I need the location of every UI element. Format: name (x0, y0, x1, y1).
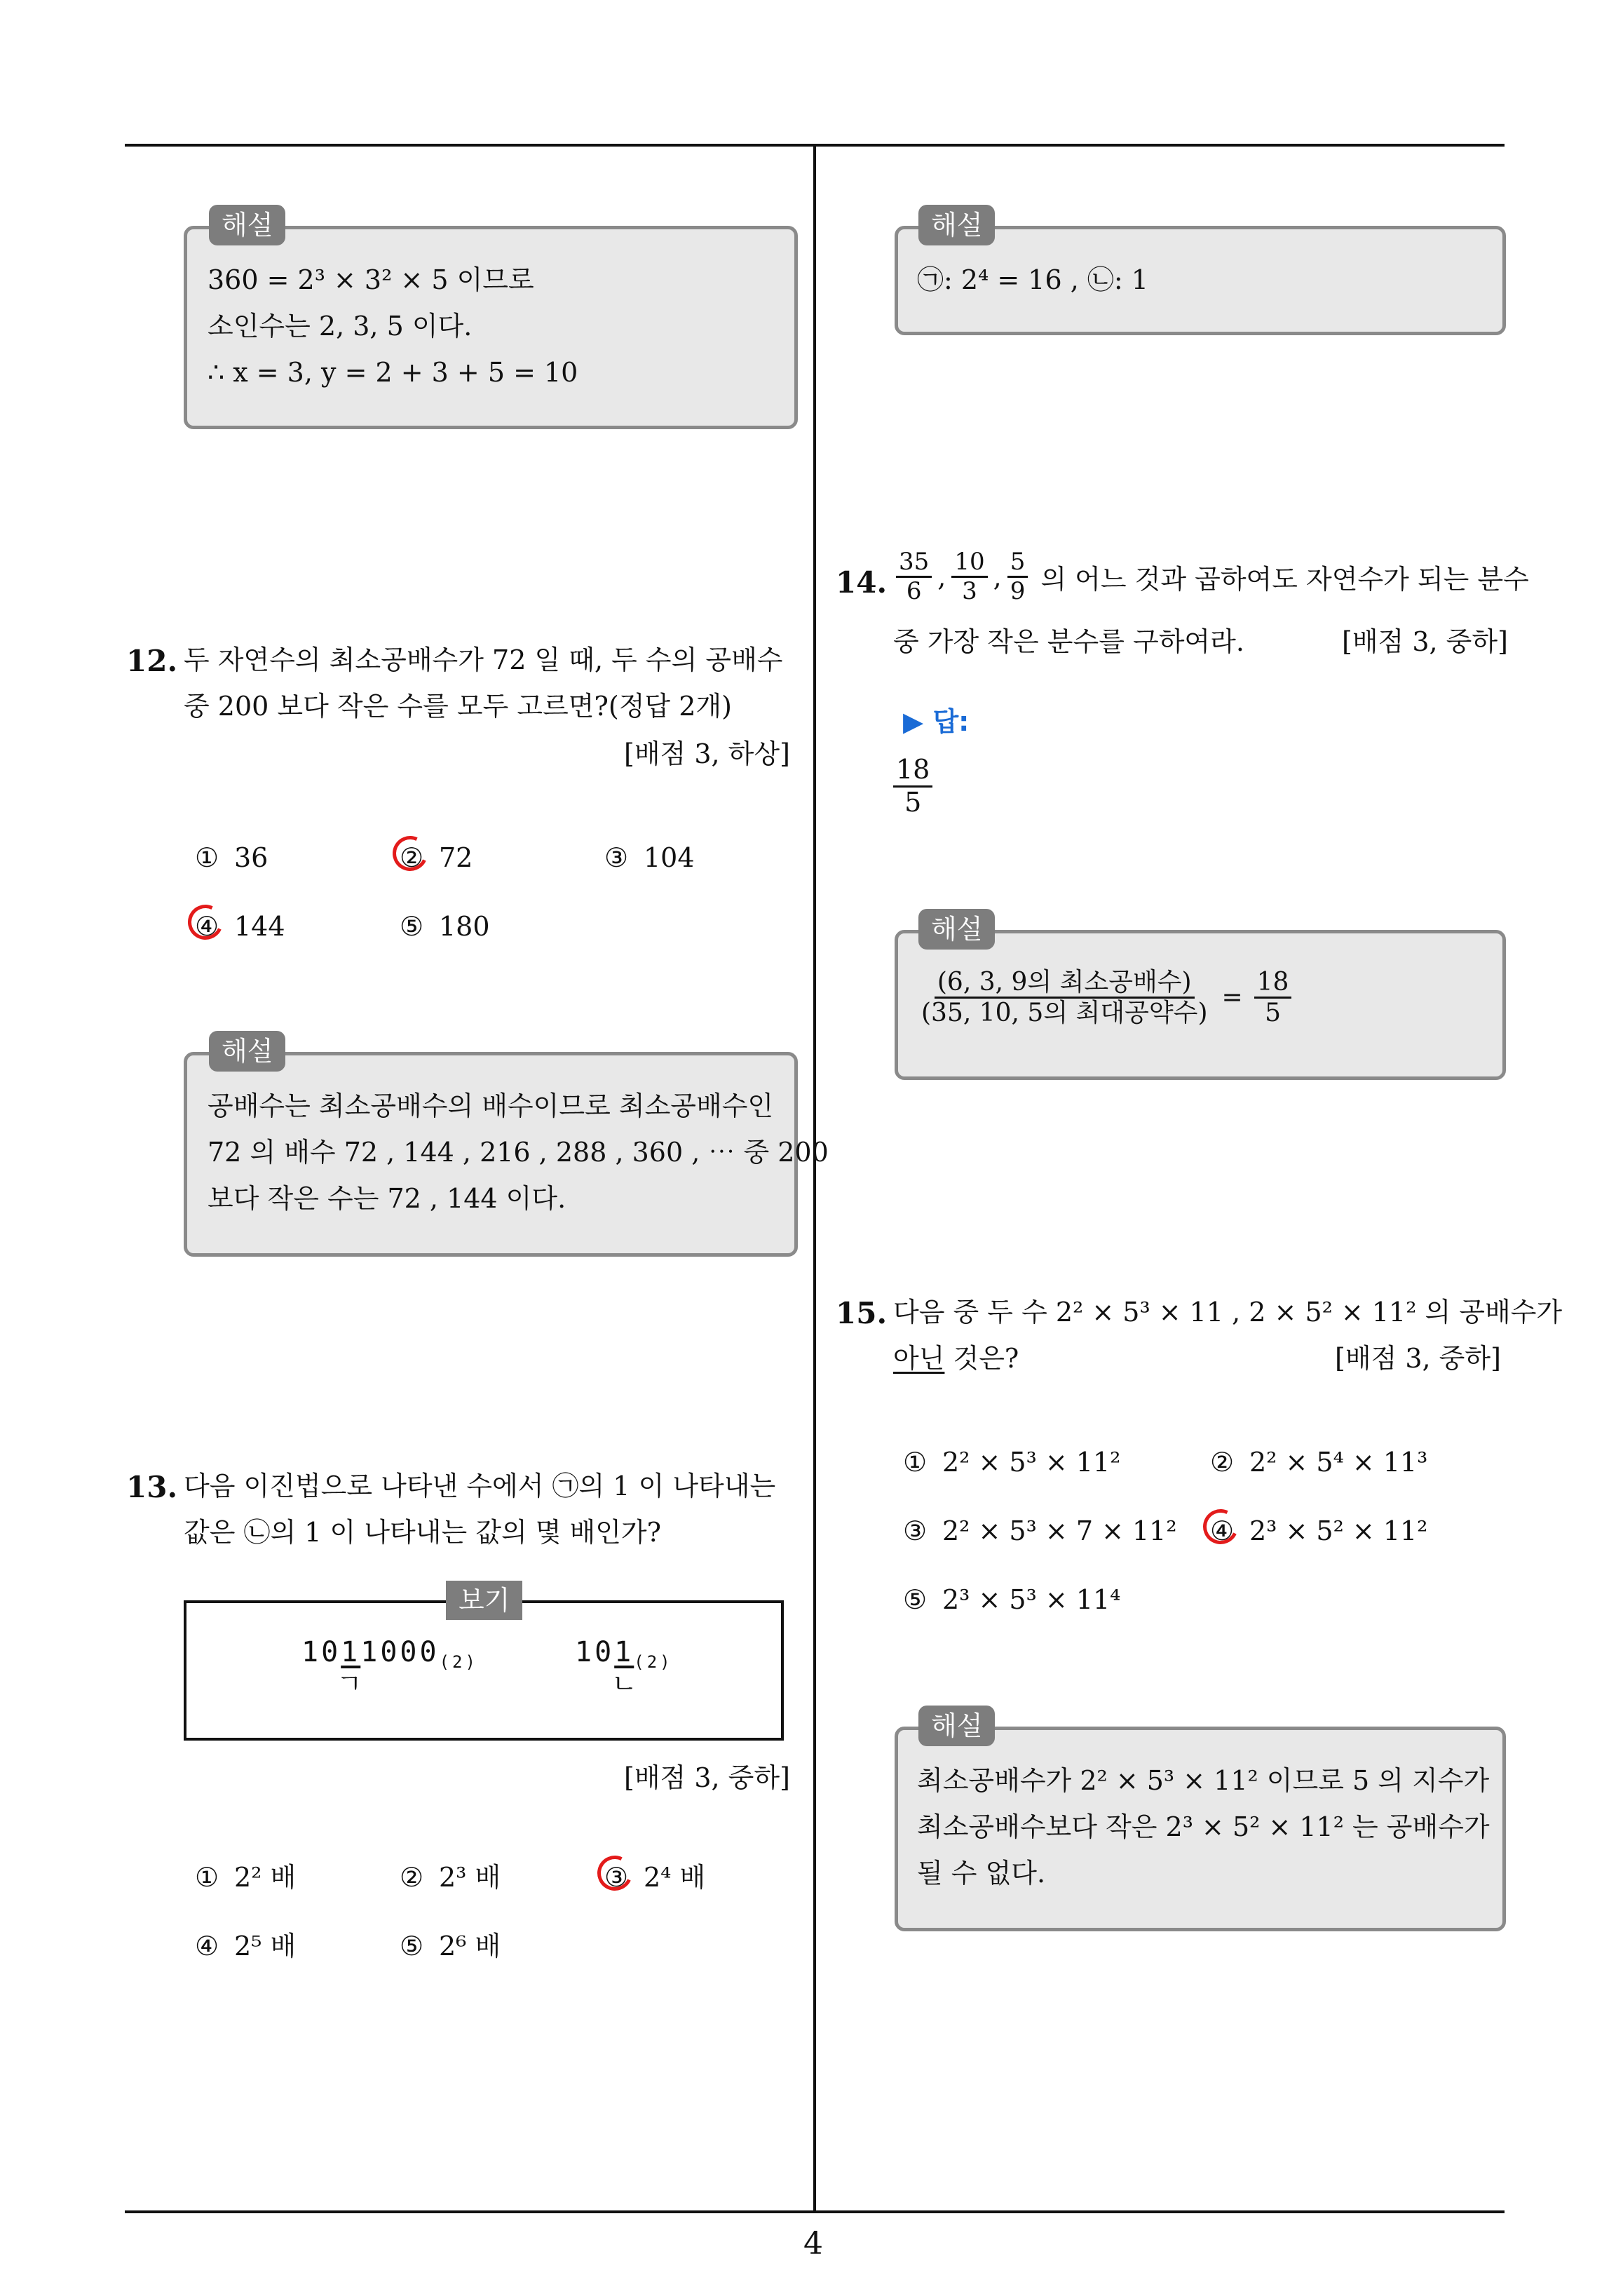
option-text: 2³ × 5³ × 11⁴ (942, 1584, 1121, 1615)
question-text: 다음 이진법으로 나타낸 수에서 ㉠의 1 이 나타내는 (184, 1471, 776, 1501)
explanation-line: ㉠: 2⁴ = 16 , ㉡: 1 (917, 264, 1148, 295)
option-text: 2² 배 (234, 1862, 297, 1893)
question-text: 아닌 것은? (893, 1343, 1019, 1374)
explanation-equation: $\frac{\text{(6, 3, 9의 최소공배수)}}{\text{(35, 10, 5의 최대공약수)}}$ = $\frac{18}{5}$ (916, 968, 1294, 1028)
binary-label-b: ㄴ (611, 1668, 637, 1699)
question-number-15: 15. (836, 1296, 888, 1330)
option-text: 180 (439, 911, 490, 942)
question-text: 중 가장 작은 분수를 구하여라. (893, 626, 1244, 657)
answer-circle-mark (1198, 1504, 1243, 1549)
binary-digit-b: 1 (614, 1636, 634, 1668)
option-mark[interactable]: ④ (195, 911, 219, 942)
option-text: 2² × 5³ × 7 × 11² (942, 1515, 1177, 1546)
example-tag: 보기 (446, 1581, 522, 1620)
explanation-tag: 해설 (918, 909, 995, 950)
option-mark[interactable]: ② (400, 1862, 424, 1893)
option-mark[interactable]: ⑤ (903, 1584, 928, 1615)
option-mark[interactable]: ③ (604, 1862, 629, 1893)
score-label: [배점 3, 중하] (1335, 1343, 1501, 1374)
column-divider (813, 144, 816, 2213)
explanation-tag: 해설 (209, 205, 285, 245)
option-mark[interactable]: ⑤ (400, 1931, 424, 1961)
explanation-tag: 해설 (209, 1031, 285, 1072)
question-number-14: 14. (836, 565, 888, 600)
question-text: 두 자연수의 최소공배수가 72 일 때, 두 수의 공배수 (184, 644, 783, 675)
option-text: 2² × 5⁴ × 11³ (1249, 1447, 1428, 1478)
score-label: [배점 3, 중하] (624, 1762, 790, 1793)
answer-circle-mark (592, 1851, 637, 1896)
page-number: 4 (803, 2226, 823, 2262)
emphasis-underline: 아닌 (893, 1343, 945, 1374)
explanation-line: 최소공배수보다 작은 2³ × 5² × 11² 는 공배수가 (917, 1811, 1490, 1842)
explanation-line: ∴ x = 3, y = 2 + 3 + 5 = 10 (208, 357, 578, 388)
option-text: 2³ 배 (439, 1862, 501, 1893)
option-mark[interactable]: ① (903, 1447, 928, 1478)
option-mark[interactable]: ③ (903, 1515, 928, 1546)
binary-label-a: ㄱ (337, 1668, 362, 1699)
binary-number-2: $101_{(2)}$ (575, 1636, 673, 1672)
option-mark[interactable]: ① (195, 1862, 219, 1893)
score-label: [배점 3, 하상] (624, 738, 790, 769)
explanation-line: 소인수는 2, 3, 5 이다. (208, 311, 473, 342)
answer-circle-mark (183, 900, 228, 945)
option-text: 2⁶ 배 (439, 1931, 501, 1961)
option-text: 2⁴ 배 (644, 1862, 706, 1893)
explanation-tag: 해설 (918, 1706, 995, 1746)
option-mark[interactable]: ④ (1210, 1515, 1235, 1546)
option-mark[interactable]: ② (400, 842, 424, 873)
fraction: $\frac{10}{3}$ (951, 548, 987, 605)
answer-label: ▶ 답: (903, 706, 970, 737)
explanation-line: 공배수는 최소공배수의 배수이므로 최소공배수인 (208, 1090, 774, 1121)
question-number-12: 12. (126, 644, 178, 678)
score-label: [배점 3, 중하] (1342, 626, 1508, 657)
explanation-line: 될 수 없다. (917, 1858, 1046, 1889)
example-box (184, 1600, 784, 1741)
answer-fraction: $\frac{18}{5}$ (890, 755, 935, 818)
option-mark[interactable]: ⑤ (400, 911, 424, 942)
option-text: 144 (234, 911, 285, 942)
question-14-line-1: $\frac{35}{6}$ , $\frac{10}{3}$ , $\frac{5}{9}$ 의 어느 것과 곱하여도 자연수가 되는 분수 (893, 548, 1529, 605)
explanation-line: 최소공배수가 2² × 5³ × 11² 이므로 5 의 지수가 (917, 1765, 1490, 1796)
explanation-line: 72 의 배수 72 , 144 , 216 , 288 , 360 , ⋯ 중 200 (208, 1137, 829, 1168)
question-text: 다음 중 두 수 2² × 5³ × 11 , 2 × 5² × 11² 의 공배수가 (893, 1297, 1563, 1328)
option-text: 36 (234, 842, 269, 873)
explanation-line: 보다 작은 수는 72 , 144 이다. (208, 1183, 566, 1214)
explanation-line: 360 = 2³ × 3² × 5 이므로 (208, 264, 534, 295)
question-text: 의 어느 것과 곱하여도 자연수가 되는 분수 (1040, 564, 1529, 595)
question-number-13: 13. (126, 1470, 178, 1504)
question-text: 값은 ㉡의 1 이 나타내는 값의 몇 배인가? (184, 1517, 662, 1548)
option-mark[interactable]: ③ (604, 842, 629, 873)
option-text: 2⁵ 배 (234, 1931, 297, 1961)
explanation-tag: 해설 (918, 205, 995, 245)
option-mark[interactable]: ② (1210, 1447, 1235, 1478)
option-text: 104 (644, 842, 695, 873)
option-text: 2³ × 5² × 11² (1249, 1515, 1428, 1546)
binary-digit-a: 1 (341, 1636, 361, 1668)
fraction: $\frac{5}{9}$ (1007, 548, 1028, 605)
question-text: 중 200 보다 작은 수를 모두 고르면?(정답 2개) (184, 691, 732, 722)
bottom-rule (125, 2210, 1505, 2213)
fraction: $\frac{35}{6}$ (896, 548, 932, 605)
binary-number-1: $1011000_{(2)}$ (301, 1636, 478, 1672)
option-text: 72 (439, 842, 473, 873)
option-text: 2² × 5³ × 11² (942, 1447, 1121, 1478)
option-mark[interactable]: ④ (195, 1931, 219, 1961)
answer-circle-mark (388, 831, 433, 876)
option-mark[interactable]: ① (195, 842, 219, 873)
